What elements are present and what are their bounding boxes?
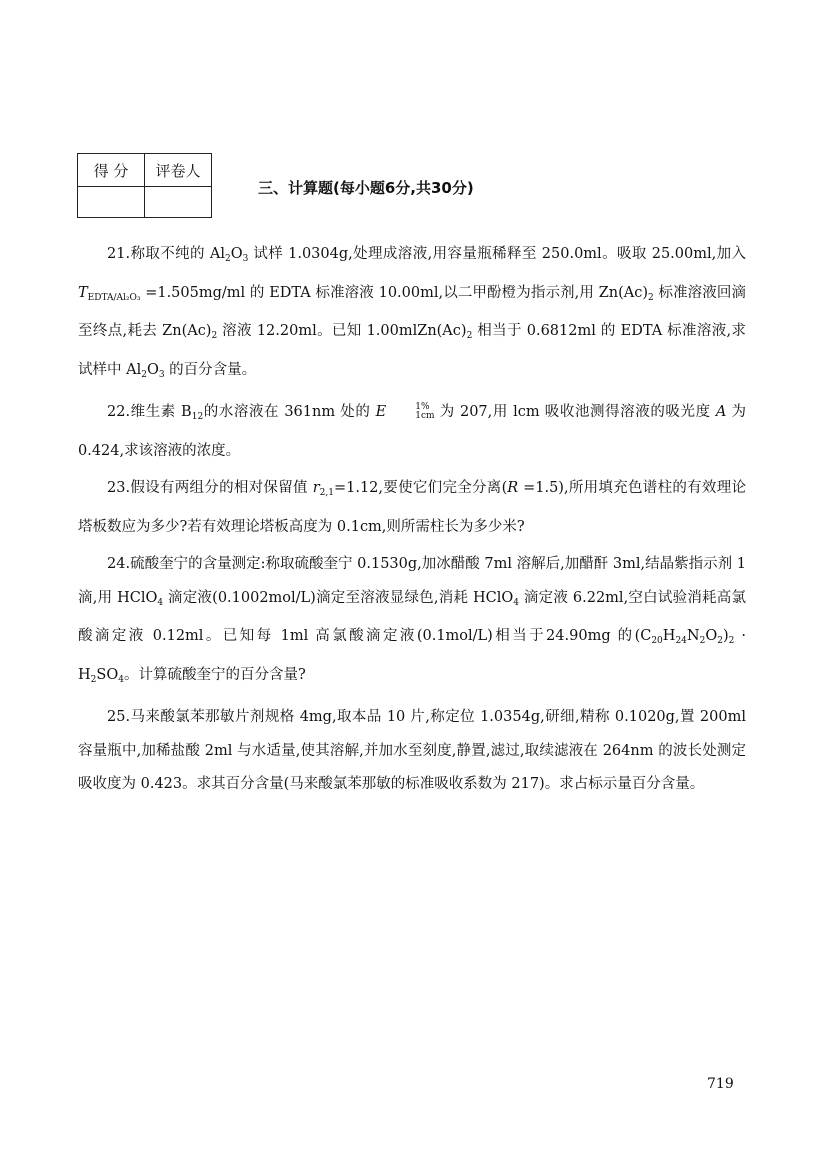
score-table <box>77 153 212 218</box>
page-number: 719 <box>707 1076 734 1092</box>
questions <box>78 238 746 806</box>
grader-label: 评卷人 <box>145 154 212 187</box>
grader-cell[interactable] <box>145 187 212 218</box>
score-label: 得 分 <box>78 154 145 187</box>
question-22: 22.维生素 $B_{12}$的水溶液在 361nm 处的 E 1% 1cm 为 207,用 lcm 吸收池测得溶液的吸光度 A 为 0.424,求该溶液的浓度。 <box>78 402 747 459</box>
question-23: 23.假设有两组分的相对保留值 $r_{2,1}=1.12$,要使它们完全分离(R =1.5),所用填充色谱柱的有效理论塔板数应为多少?若有效理论塔板高度为 0.1cm,则所需柱长为多少米? <box>78 480 747 535</box>
section-title: 三、计算题(每小题6分,共30分) <box>258 179 474 197</box>
question-24: 24.硫酸奎宁的含量测定:称取硫酸奎宁 0.1530g,加冰醋酸 7ml 溶解后,加醋酐 3ml,结晶紫指示剂 1 滴,用 HClO$_4$ 滴定液(0.1002mol/L)滴定至溶液显绿色,消耗 HClO$_4$ 滴定液 6.22ml,空白试验消耗高氯酸滴定液 0.12ml。已知每 1ml 高氯酸滴定液(0.1mol/L)相当于24.90mg 的$(C_{20}H_{24}N_2O_2)_2 \cdot H_2SO_4$。计算硫酸奎宁的百分含量? <box>78 556 746 685</box>
question-25: 25.马来酸氯苯那敏片剂规格 4mg,取本品 10 片,称定位 1.0354g,研细,精称 0.1020g,置 200ml 容量瓶中,加稀盐酸 2ml 与水适量,使其溶解,并加水至刻度,静置,滤过,取续滤液在 264nm 的波长处测定吸收度为 0.423。求其百分含量(马来酸氯苯那敏的标准吸收系数为 217)。求占标示量百分含量。 <box>78 709 746 792</box>
question-21: 21.称取不纯的 $Al_2O_3$ 试样 1.0304g,处理成溶液,用容量瓶稀释至 250.0ml。吸取 25.00ml,加入 $T_{EDTA/Al_2O_3} =1.505mg/ml$ 的 EDTA 标准溶液 10.00ml,以二甲酚橙为指示剂,用 $Zn(Ac)_2$ 标准溶液回滴至终点,耗去 $Zn(Ac)_2$ 溶液 12.20ml。已知 $1.00mlZn(Ac)_2$ 相当于 0.6812ml 的 EDTA 标准溶液,求试样中 $Al_2O_3$ 的百分含量。 <box>78 246 747 380</box>
score-cell[interactable] <box>78 187 145 218</box>
